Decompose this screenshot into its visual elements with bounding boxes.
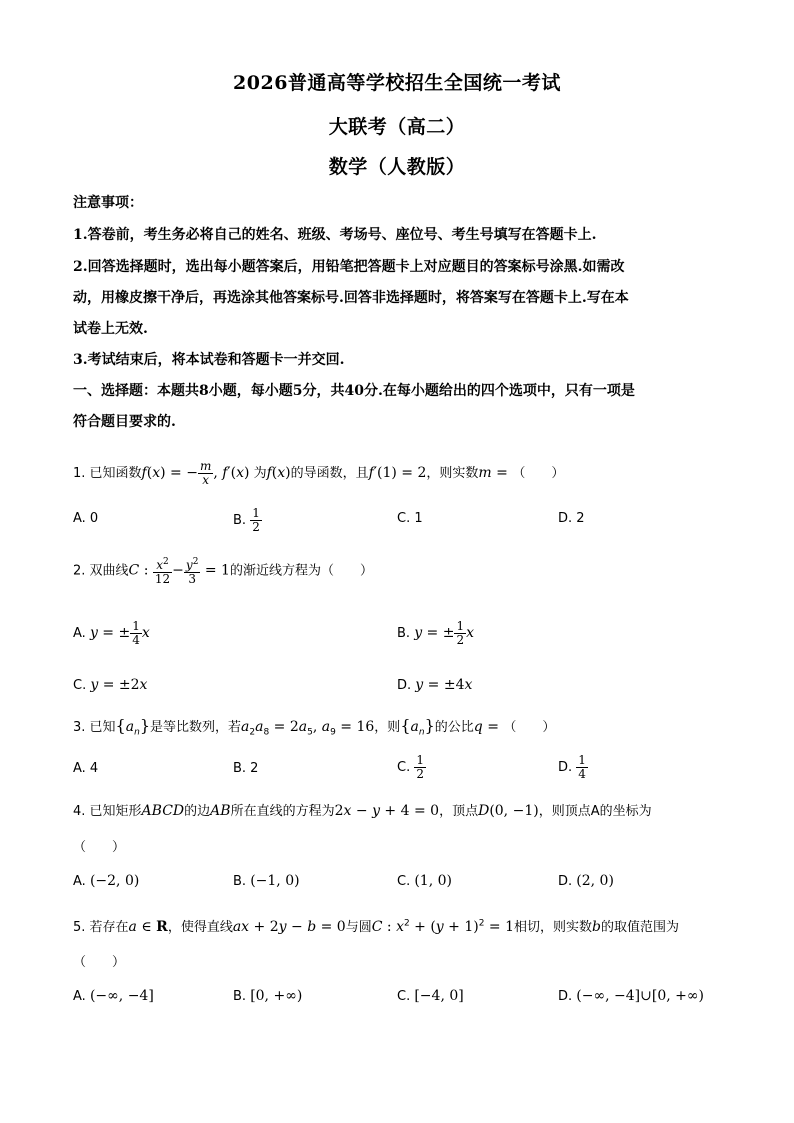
q1-text-c: 的导函数，且: [290, 466, 369, 481]
q4-option-c[interactable]: C. (1, 0): [397, 873, 452, 889]
q4-text-e: ，则顶点A的坐标为: [538, 804, 652, 819]
q5-answer-bracket: （ ）: [73, 955, 126, 970]
question-3: 3. 已知$\{a_n\}$是等比数列，若$a_2a_8 = 2a_5$, $a_9 = 16$，则$\{a_n\}$的公比q = （ ）: [73, 716, 556, 738]
q5-text-d: 相切，则实数: [514, 920, 593, 935]
q2-option-b[interactable]: B. y = ± $\frac{1}{2}$ x: [397, 619, 475, 647]
q3-option-c[interactable]: C. $\frac{1}{2}$: [397, 753, 424, 781]
q2-text-b: 的渐近线方程为（ ）: [229, 563, 373, 579]
notice-item-2-line-1: 2.回答选择题时，选出每小题答案后，用铅笔把答题卡上对应题目的答案标号涂黑.如需改: [73, 259, 625, 275]
q4-text-c: 所在直线的方程为: [230, 804, 335, 819]
q3-text-d: 的公比: [434, 720, 474, 735]
q2-option-c[interactable]: C. y = ±2x: [73, 677, 148, 693]
question-5: 5. 若存在a ∈ R，使得直线ax + 2y − b = 0与圆C : $x^2 + (y + 1)^2 = 1$相切，则实数b的取值范围为: [73, 918, 679, 935]
q2-option-a[interactable]: A. y = ± $\frac{1}{4}$ x: [73, 619, 150, 647]
q3-option-b[interactable]: B. 2: [233, 761, 259, 776]
q1-text-a: 1. 已知函数: [73, 466, 142, 481]
section-1-line-1: 一、选择题：本题共8小题，每小题5分，共40分.在每小题给出的四个选项中，只有一项是: [73, 383, 635, 399]
q3-option-a[interactable]: A. 4: [73, 761, 99, 776]
q5-option-b[interactable]: B. [0, +∞): [233, 988, 303, 1004]
q4-option-d[interactable]: D. (2, 0): [558, 873, 614, 889]
q1-text-b: 为: [253, 466, 267, 481]
q1-fraction: $\frac{m}{x}$: [199, 459, 212, 487]
question-1: 1. 已知函数f(x) = − $\frac{m}{x}$ , f′(x) 为f(x)的导函数，且f′(1) = 2，则实数m = （ ）: [73, 459, 565, 487]
q1-text-d: ，则实数: [426, 466, 479, 481]
notice-item-2-line-3: 试卷上无效.: [73, 321, 148, 337]
exam-title: 2026普通高等学校招生全国统一考试: [233, 72, 561, 94]
notice-item-3: 3.考试结束后，将本试卷和答题卡一并交回.: [73, 352, 345, 368]
q3-text-e: （ ）: [503, 720, 556, 735]
notice-heading: 注意事项：: [73, 195, 143, 211]
notice-item-2-line-2: 动，用橡皮擦干净后，再选涂其他答案标号.回答非选择题时，将答案写在答题卡上.写在本: [73, 290, 629, 306]
q1-option-a[interactable]: A. 0: [73, 511, 99, 526]
q1-option-b[interactable]: B. $\frac{1}{2}$: [233, 506, 260, 534]
q5-text-a: 5. 若存在: [73, 920, 129, 935]
q2-text-a: 2. 双曲线: [73, 563, 129, 579]
notice-item-1: 1.答卷前，考生务必将自己的姓名、班级、考场号、座位号、考生号填写在答题卡上.: [73, 227, 597, 243]
q2-option-d[interactable]: D. y = ±4x: [397, 677, 473, 693]
q1-option-c[interactable]: C. 1: [397, 511, 423, 526]
q5-option-c[interactable]: C. [−4, 0]: [397, 988, 464, 1004]
question-2: 2. 双曲线C : $\frac{x^2}{12}$ − $\frac{y^2}{3}$ = 1的渐近线方程为（ ）: [73, 557, 373, 586]
q1-option-d[interactable]: D. 2: [558, 511, 585, 526]
section-1-line-2: 符合题目要求的.: [73, 414, 176, 430]
q4-option-a[interactable]: A. (−2, 0): [73, 873, 140, 889]
exam-subject: 数学（人教版）: [328, 156, 466, 178]
q5-text-c: 与圆: [345, 920, 372, 935]
q3-text-a: 3. 已知: [73, 720, 116, 735]
q3-option-d[interactable]: D. $\frac{1}{4}$: [558, 753, 586, 781]
q4-answer-bracket: （ ）: [73, 840, 126, 855]
question-4: 4. 已知矩形ABCD的边AB所在直线的方程为2x − y + 4 = 0，顶点D(0, −1)，则顶点A的坐标为: [73, 803, 652, 819]
q5-text-e: 的取值范围为: [600, 920, 679, 935]
q4-text-b: 的边: [184, 804, 211, 819]
q1-text-e: （ ）: [512, 466, 565, 481]
q4-text-d: ，顶点: [439, 804, 479, 819]
q5-option-a[interactable]: A. (−∞, −4]: [73, 988, 154, 1004]
q4-option-b[interactable]: B. (−1, 0): [233, 873, 300, 889]
q3-text-c: ，则: [374, 720, 401, 735]
q5-option-d[interactable]: D. (−∞, −4]∪[0, +∞): [558, 988, 704, 1004]
q5-text-b: ，使得直线: [167, 920, 233, 935]
q4-text-a: 4. 已知矩形: [73, 804, 142, 819]
q1-formula-f: f: [141, 465, 147, 481]
exam-subtitle: 大联考（高二）: [328, 116, 466, 138]
q3-text-b: 是等比数列，若: [150, 720, 242, 735]
